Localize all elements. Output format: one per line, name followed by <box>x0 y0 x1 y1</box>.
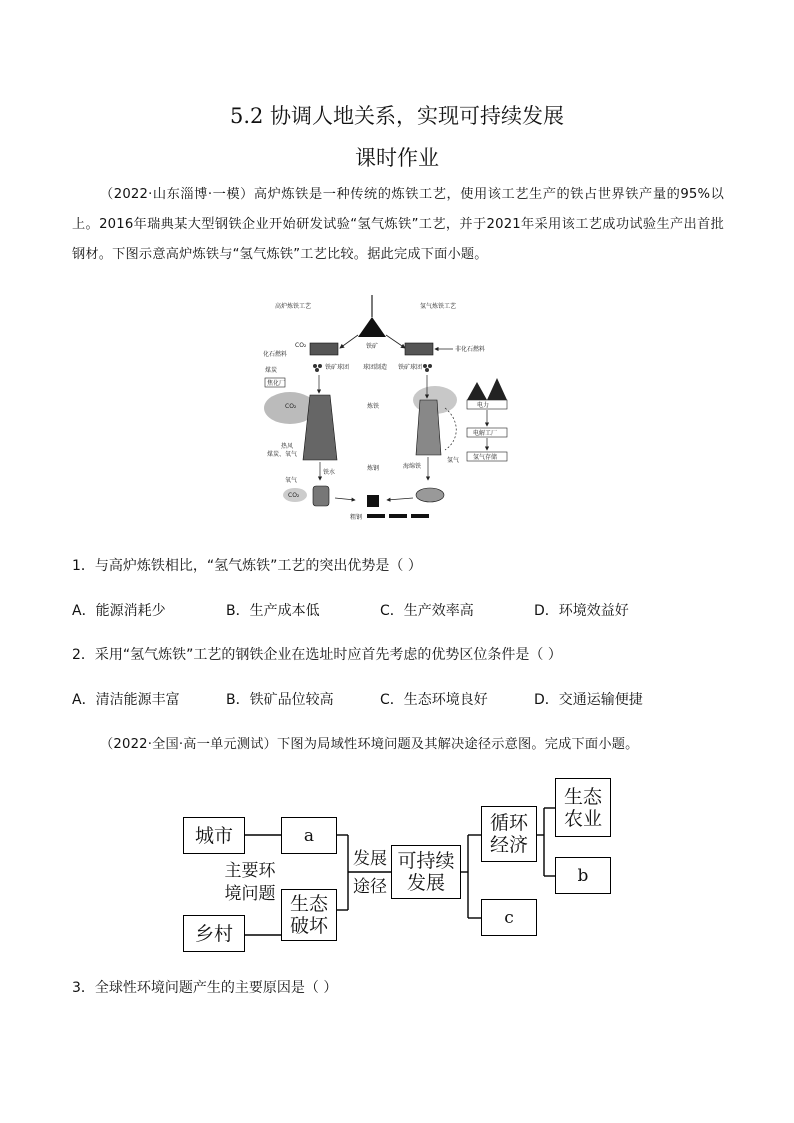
q2-option-b: B．铁矿品位较高 <box>226 692 334 708</box>
passage-1 <box>72 180 724 270</box>
pellet-machine-right <box>405 343 433 355</box>
fig1-hot-blast: 热风 <box>281 443 294 450</box>
fig1-fossil-fuel: 化石燃料 <box>263 351 288 358</box>
hydrogen-loop <box>445 408 456 450</box>
city-box: 城市 <box>183 817 245 854</box>
box-c: c <box>481 899 537 936</box>
main-problem-line-1: 主要环 <box>224 861 276 881</box>
question-2-stem: 2．采用“氢气炼铁”工艺的钢铁企业在选址时应首先考虑的优势区位条件是（ ） <box>72 647 562 663</box>
passage-1-source: （2022·山东淄博·一模） <box>100 187 254 202</box>
fig1-pellet-right: 铁矿球团 <box>398 364 423 371</box>
development-path-line-2: 途径 <box>353 877 387 897</box>
question-3-stem: 3．全球性环境问题产生的主要原因是（ ） <box>72 980 338 996</box>
iron-ore-pile <box>358 317 386 337</box>
pellets-left <box>313 364 322 372</box>
eco-agriculture-box <box>555 778 611 837</box>
fig1-co2-3: CO₂ <box>288 492 300 499</box>
eco-agri-line-2: 农业 <box>563 807 602 830</box>
fig1-non-fossil: 非化石燃料 <box>455 346 486 353</box>
fig1-crude-steel: 粗钢 <box>350 514 363 521</box>
fig1-iron-ore: 铁矿 <box>366 343 379 350</box>
fig1-co2-1: CO₂ <box>285 403 297 410</box>
fig1-h2-storage: 氢气存储 <box>473 454 498 461</box>
fig1-left-title: 高炉炼铁工艺 <box>275 303 312 310</box>
circular-economy-box <box>481 806 537 862</box>
pellets-right <box>423 364 432 372</box>
main-problem-line-2: 境问题 <box>224 884 276 904</box>
q2-option-c: C．生态环境良好 <box>380 692 488 708</box>
fig1-pellet-left: 铁矿球团 <box>325 364 350 371</box>
development-path-label <box>348 848 392 899</box>
eco-damage-box <box>281 889 337 941</box>
pellet-machine-left <box>310 343 338 355</box>
page-title: 5.2 协调人地关系，实现可持续发展 <box>229 104 565 128</box>
development-path-line-1: 发展 <box>353 849 387 869</box>
steel-block <box>367 495 379 507</box>
fig1-pellet-make: 球团制造 <box>363 364 388 371</box>
converter-arrow <box>335 498 355 500</box>
power-mountains <box>467 378 507 400</box>
arc-furnace <box>416 488 444 502</box>
fig1-power: 电力 <box>477 402 490 409</box>
fig1-smelt: 炼铁 <box>367 403 380 410</box>
ore-arrow-left <box>340 335 358 348</box>
q2-option-a: A．清洁能源丰富 <box>72 692 180 708</box>
eco-agri-line-1: 生态 <box>563 785 602 808</box>
circular-line-2: 经济 <box>489 834 528 856</box>
q1-option-d: D．环境效益好 <box>534 603 629 619</box>
arc-arrow <box>387 498 413 500</box>
eco-damage-line-2: 破坏 <box>289 915 328 937</box>
fig1-oxygen: 氧气 <box>285 477 298 484</box>
fig1-steelmaking: 炼钢 <box>367 465 380 472</box>
sustainable-line-2: 发展 <box>406 872 445 894</box>
fig1-coal: 煤炭 <box>265 367 278 374</box>
q1-option-c: C．生产效率高 <box>380 603 474 619</box>
box-a: a <box>281 817 337 854</box>
fig1-electrolysis: 电解工厂 <box>473 430 498 437</box>
fig1-coke-plant: 焦化厂 <box>267 380 286 387</box>
page-subtitle: 课时作业 <box>355 146 439 170</box>
fig1-right-title: 氢气炼铁工艺 <box>420 303 457 310</box>
box-b: b <box>555 857 611 894</box>
village-box: 乡村 <box>183 915 245 952</box>
fig1-molten-iron: 铁水 <box>323 469 336 476</box>
passage-2: （2022·全国·高一单元测试）下图为局域性环境问题及其解决途径示意图。完成下面小题。 <box>100 737 639 752</box>
circular-line-1: 循环 <box>489 812 528 834</box>
shaft-furnace <box>416 400 441 455</box>
q2-option-d: D．交通运输便捷 <box>534 692 643 708</box>
fig1-co2-2: CO₂ <box>295 342 307 349</box>
passage-1-text: 高炉炼铁是一种传统的炼铁工艺，使用该工艺生产的铁占世界铁产量的95%以上。2016年瑞典某大型钢铁企业开始研发试验“氢气炼铁”工艺，并于2021年采用该工艺成功试验生产出首批钢材。下图示意高炉炼铁与“氢气炼铁”工艺比较。据此完成下面小题。 <box>72 187 724 262</box>
main-problem-label <box>218 860 282 906</box>
question-1-stem: 1．与高炉炼铁相比，“氢气炼铁”工艺的突出优势是（ ） <box>72 558 422 574</box>
q1-option-b: B．生产成本低 <box>226 603 320 619</box>
q1-option-a: A．能源消耗少 <box>72 603 166 619</box>
ironmaking-figure <box>255 290 525 530</box>
sustainable-box <box>391 845 461 899</box>
eco-damage-line-1: 生态 <box>289 893 328 915</box>
fig1-sponge-iron: 海绵铁 <box>403 463 422 470</box>
steel-plates <box>367 514 429 518</box>
fig1-coal-oxygen: 煤炭、氧气 <box>267 451 298 458</box>
ore-arrow-right <box>386 335 405 348</box>
converter <box>313 486 329 506</box>
fig1-hydrogen: 氢气 <box>447 457 460 464</box>
sustainable-line-1: 可持续 <box>397 850 455 872</box>
